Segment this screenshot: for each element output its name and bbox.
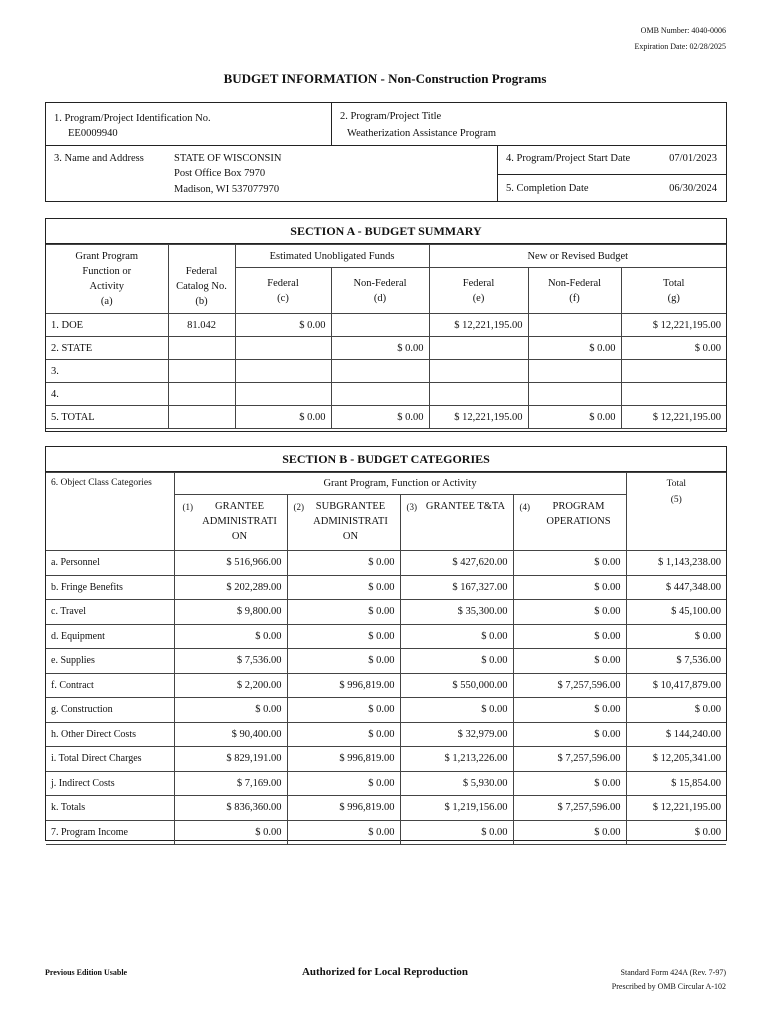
section-a-row [46, 337, 726, 360]
amount-cell: $ 0.00 [400, 820, 513, 845]
amount-cell: $ 996,819.00 [287, 796, 400, 821]
program-id-value: EE0009940 [68, 128, 118, 139]
row-label: 5. TOTAL [46, 406, 168, 429]
section-b-row [46, 722, 726, 747]
amount-cell: $ 12,205,341.00 [626, 747, 726, 772]
amount-cell [235, 337, 331, 360]
amount-cell: $ 0.00 [287, 575, 400, 600]
amount-cell [331, 314, 429, 337]
footer-previous-edition: Previous Edition Usable [45, 968, 128, 977]
amount-cell: $ 1,219,156.00 [400, 796, 513, 821]
section-b-row [46, 673, 726, 698]
amount-cell: $ 0.00 [331, 337, 429, 360]
amount-cell: $ 0.00 [400, 624, 513, 649]
amount-cell: $ 1,143,238.00 [626, 551, 726, 576]
program-id-label: 1. Program/Project Identification No. [54, 113, 211, 124]
amount-cell: $ 0.00 [287, 771, 400, 796]
row-label: 2. STATE [46, 337, 168, 360]
amount-cell: $ 0.00 [287, 820, 400, 845]
page-title: BUDGET INFORMATION - Non-Construction Programs [223, 71, 547, 86]
footer-circular: Prescribed by OMB Circular A-102 [611, 982, 726, 991]
amount-cell: $ 0.00 [513, 600, 626, 625]
amount-cell: $ 15,854.00 [626, 771, 726, 796]
section-b-row [46, 771, 726, 796]
amount-cell [235, 360, 331, 383]
program-title-value: Weatherization Assistance Program [347, 128, 497, 139]
amount-cell [235, 383, 331, 406]
amount-cell [528, 314, 621, 337]
amount-cell: $ 0.00 [528, 337, 621, 360]
category-label: f. Contract [46, 673, 174, 698]
amount-cell: $ 550,000.00 [400, 673, 513, 698]
amount-cell: $ 7,536.00 [626, 649, 726, 674]
amount-cell: $ 427,620.00 [400, 551, 513, 576]
amount-cell: $ 0.00 [513, 820, 626, 845]
amount-cell: $ 1,213,226.00 [400, 747, 513, 772]
amount-cell: $ 12,221,195.00 [429, 314, 528, 337]
amount-cell: $ 836,360.00 [174, 796, 287, 821]
amount-cell: $ 0.00 [621, 337, 726, 360]
amount-cell: $ 12,221,195.00 [429, 406, 528, 429]
amount-cell [168, 360, 235, 383]
amount-cell [429, 360, 528, 383]
section-a-row [46, 314, 726, 337]
section-b-table [46, 472, 726, 845]
object-class-label: 6. Object Class Categories [46, 473, 174, 551]
amount-cell: $ 0.00 [174, 624, 287, 649]
amount-cell [429, 383, 528, 406]
amount-cell: $ 5,930.00 [400, 771, 513, 796]
col-new-nonfederal-header: Non-Federal (f) [528, 268, 621, 314]
amount-cell: $ 0.00 [174, 698, 287, 723]
col-grantee-tta-header: (3) GRANTEE T&TA [400, 495, 513, 551]
amount-cell: $ 2,200.00 [174, 673, 287, 698]
category-label: c. Travel [46, 600, 174, 625]
amount-cell [621, 383, 726, 406]
col-catalog-header: Federal Catalog No. (b) [168, 245, 235, 314]
start-date-value: 07/01/2023 [669, 153, 717, 164]
col-total-header: Total (g) [621, 268, 726, 314]
amount-cell: $ 0.00 [235, 314, 331, 337]
section-a-table [46, 244, 726, 429]
row-label: 4. [46, 383, 168, 406]
row-label: 3. [46, 360, 168, 383]
category-label: e. Supplies [46, 649, 174, 674]
amount-cell: $ 829,191.00 [174, 747, 287, 772]
section-b-row [46, 698, 726, 723]
amount-cell: $ 0.00 [400, 698, 513, 723]
address-line-3: Madison, WI 537077970 [174, 184, 280, 195]
amount-cell: $ 90,400.00 [174, 722, 287, 747]
amount-cell: $ 0.00 [287, 722, 400, 747]
section-b-row [46, 649, 726, 674]
footer-authorized: Authorized for Local Reproduction [301, 966, 469, 978]
section-b-row [46, 747, 726, 772]
amount-cell: $ 0.00 [287, 698, 400, 723]
section-b-row [46, 624, 726, 649]
category-label: d. Equipment [46, 624, 174, 649]
amount-cell: $ 0.00 [287, 600, 400, 625]
amount-cell: $ 7,169.00 [174, 771, 287, 796]
category-label: g. Construction [46, 698, 174, 723]
row-label: 1. DOE [46, 314, 168, 337]
amount-cell: $ 144,240.00 [626, 722, 726, 747]
amount-cell: $ 0.00 [626, 624, 726, 649]
total-header: Total [626, 473, 726, 495]
col-unobligated-federal-header: Federal (c) [235, 268, 331, 314]
amount-cell: $ 0.00 [513, 722, 626, 747]
amount-cell [168, 383, 235, 406]
amount-cell [528, 383, 621, 406]
section-b-row [46, 600, 726, 625]
amount-cell: $ 0.00 [400, 649, 513, 674]
group-new-budget-header: New or Revised Budget [429, 245, 726, 268]
grant-program-group-header: Grant Program, Function or Activity [174, 473, 626, 495]
amount-cell: $ 447,348.00 [626, 575, 726, 600]
amount-cell: $ 0.00 [513, 575, 626, 600]
completion-date-value: 06/30/2024 [669, 183, 717, 194]
section-b-row [46, 551, 726, 576]
amount-cell [429, 337, 528, 360]
amount-cell: $ 0.00 [626, 698, 726, 723]
amount-cell [168, 406, 235, 429]
amount-cell [621, 360, 726, 383]
category-label: i. Total Direct Charges [46, 747, 174, 772]
amount-cell [331, 383, 429, 406]
col-grantee-admin-header: (1) GRANTEE ADMINISTRATI ON [174, 495, 287, 551]
category-label: 7. Program Income [46, 820, 174, 845]
amount-cell: $ 996,819.00 [287, 673, 400, 698]
amount-cell: $ 9,800.00 [174, 600, 287, 625]
amount-cell: $ 516,966.00 [174, 551, 287, 576]
amount-cell: $ 0.00 [287, 624, 400, 649]
amount-cell: $ 0.00 [513, 551, 626, 576]
section-b-title: SECTION B - BUDGET CATEGORIES [46, 447, 726, 472]
address-line-1: STATE OF WISCONSIN [174, 153, 282, 164]
section-a-row [46, 383, 726, 406]
col-subgrantee-admin-header: (2) SUBGRANTEE ADMINISTRATI ON [287, 495, 400, 551]
amount-cell: $ 0.00 [174, 820, 287, 845]
name-address-label: 3. Name and Address [54, 153, 144, 164]
category-label: k. Totals [46, 796, 174, 821]
amount-cell: $ 32,979.00 [400, 722, 513, 747]
section-a-row [46, 360, 726, 383]
project-info-block [45, 102, 727, 202]
amount-cell [331, 360, 429, 383]
section-a-title: SECTION A - BUDGET SUMMARY [46, 219, 726, 244]
section-a-row [46, 406, 726, 429]
amount-cell: $ 7,536.00 [174, 649, 287, 674]
section-b-row [46, 575, 726, 600]
group-unobligated-header: Estimated Unobligated Funds [235, 245, 429, 268]
amount-cell: $ 10,417,879.00 [626, 673, 726, 698]
amount-cell: $ 0.00 [331, 406, 429, 429]
amount-cell: $ 0.00 [513, 624, 626, 649]
amount-cell: $ 0.00 [235, 406, 331, 429]
amount-cell: $ 0.00 [287, 551, 400, 576]
col-new-federal-header: Federal (e) [429, 268, 528, 314]
omb-number: OMB Number: 4040-0006 [640, 26, 726, 35]
amount-cell: $ 0.00 [626, 820, 726, 845]
amount-cell: $ 7,257,596.00 [513, 747, 626, 772]
amount-cell: $ 0.00 [513, 771, 626, 796]
program-title-label: 2. Program/Project Title [340, 111, 442, 122]
amount-cell: $ 7,257,596.00 [513, 673, 626, 698]
amount-cell: $ 35,300.00 [400, 600, 513, 625]
amount-cell: $ 0.00 [513, 649, 626, 674]
category-label: j. Indirect Costs [46, 771, 174, 796]
completion-date-label: 5. Completion Date [506, 183, 589, 194]
category-label: a. Personnel [46, 551, 174, 576]
section-b-row [46, 796, 726, 821]
amount-cell: 81.042 [168, 314, 235, 337]
section-b-budget-categories [45, 446, 727, 841]
amount-cell [528, 360, 621, 383]
amount-cell: $ 167,327.00 [400, 575, 513, 600]
col-grant-program-header: Grant Program Function or Activity (a) [46, 245, 168, 314]
amount-cell: $ 0.00 [287, 649, 400, 674]
amount-cell: $ 45,100.00 [626, 600, 726, 625]
start-date-label: 4. Program/Project Start Date [506, 153, 631, 164]
col-program-operations-header: (4) PROGRAM OPERATIONS [513, 495, 626, 551]
section-a-budget-summary [45, 218, 727, 432]
amount-cell: $ 12,221,195.00 [626, 796, 726, 821]
section-b-row [46, 820, 726, 845]
amount-cell: $ 202,289.00 [174, 575, 287, 600]
amount-cell [168, 337, 235, 360]
amount-cell: $ 0.00 [528, 406, 621, 429]
expiration-date: Expiration Date: 02/28/2025 [634, 42, 726, 51]
total-col-num: (5) [626, 495, 726, 551]
col-unobligated-nonfederal-header: Non-Federal (d) [331, 268, 429, 314]
amount-cell: $ 12,221,195.00 [621, 406, 726, 429]
footer-form-number: Standard Form 424A (Rev. 7-97) [620, 968, 726, 977]
amount-cell: $ 0.00 [513, 698, 626, 723]
category-label: h. Other Direct Costs [46, 722, 174, 747]
amount-cell: $ 7,257,596.00 [513, 796, 626, 821]
amount-cell: $ 996,819.00 [287, 747, 400, 772]
category-label: b. Fringe Benefits [46, 575, 174, 600]
amount-cell: $ 12,221,195.00 [621, 314, 726, 337]
address-line-2: Post Office Box 7970 [174, 168, 266, 179]
